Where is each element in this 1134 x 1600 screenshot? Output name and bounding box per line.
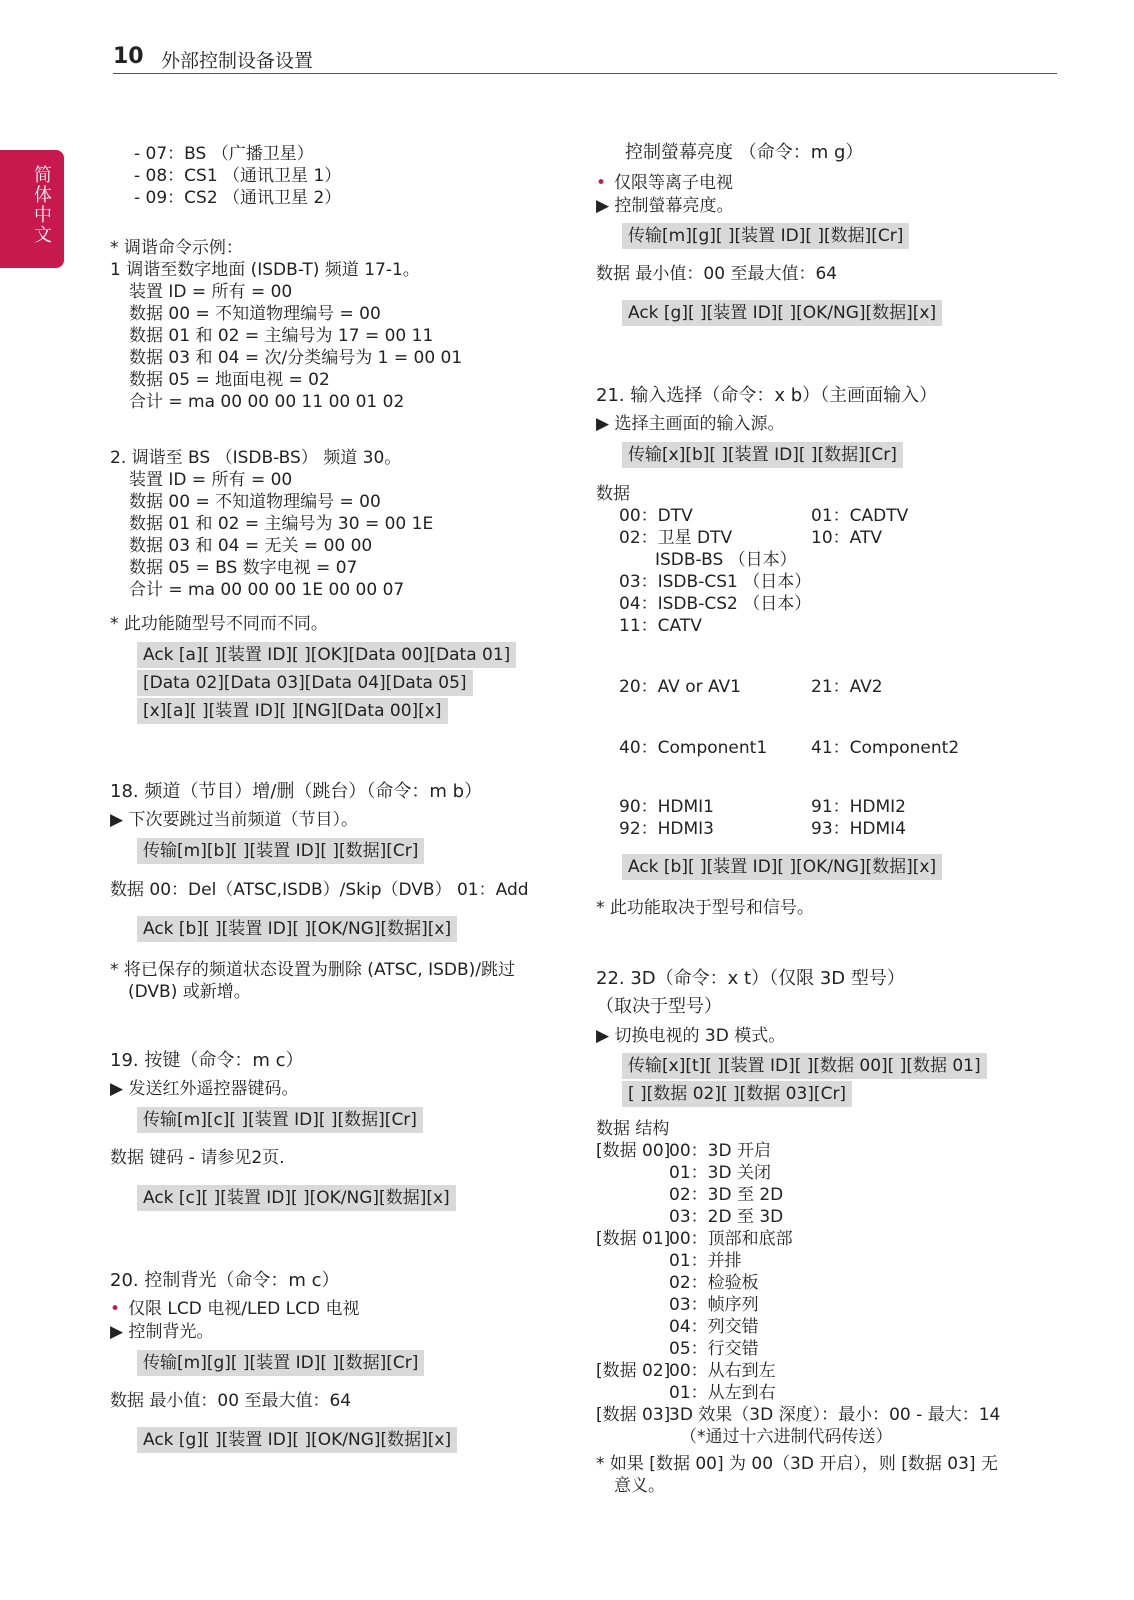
section-title: 控制螢幕亮度 （命令：m g）: [625, 142, 864, 163]
example1-line: 数据 00 = 不知道物理编号 = 00: [129, 304, 381, 324]
section-title-sub: （取决于型号）: [596, 996, 722, 1017]
data-field-label: [数据 03]: [596, 1405, 671, 1425]
data-line: 数据 00：Del（ATSC,ISDB）/Skip（DVB） 01：Add: [110, 880, 529, 900]
input-option: 41：Component2: [811, 738, 960, 758]
ack-code: Ack [a][ ][装置 ID][ ][OK][Data 00][Data 01]: [137, 642, 516, 668]
input-option: 20：AV or AV1: [619, 677, 741, 697]
data-option: 02：检验板: [669, 1273, 759, 1293]
data-option-note: （*通过十六进制代码传送）: [680, 1427, 893, 1447]
ack-code: Ack [c][ ][装置 ID][ ][OK/NG][数据][x]: [137, 1185, 456, 1211]
data-option: 01：并排: [669, 1251, 742, 1271]
data-option: 00：从右到左: [669, 1361, 776, 1381]
bs-line: - 09：CS2 （通讯卫星 2）: [134, 188, 342, 208]
example2-title: 2. 调谐至 BS （ISDB-BS） 频道 30。: [110, 448, 402, 468]
data-field-label: [数据 00]: [596, 1141, 671, 1161]
data-option: 00：3D 开启: [669, 1141, 771, 1161]
ack-code: Ack [b][ ][装置 ID][ ][OK/NG][数据][x]: [137, 916, 457, 942]
transmit-code: 传输[m][c][ ][装置 ID][ ][数据][Cr]: [137, 1107, 423, 1133]
input-option: 10：ATV: [811, 528, 882, 548]
transmit-code: 传输[m][b][ ][装置 ID][ ][数据][Cr]: [137, 838, 424, 864]
section-desc: ▶ 下次要跳过当前频道（节目）。: [110, 810, 358, 830]
data-label: 数据: [596, 484, 630, 504]
input-option: 02：卫星 DTV: [619, 528, 733, 548]
ack-code: Ack [g][ ][装置 ID][ ][OK/NG][数据][x]: [622, 300, 942, 326]
section-title: 18. 频道（节目）增/删（跳台）（命令：m b）: [110, 781, 483, 802]
data-option: 02：3D 至 2D: [669, 1185, 784, 1205]
example1-line: 装置 ID = 所有 = 00: [129, 282, 293, 302]
input-option: ISDB-BS （日本）: [655, 550, 797, 570]
example2-line: 数据 05 = BS 数字电视 = 07: [129, 558, 358, 578]
transmit-code: 传输[x][b][ ][装置 ID][ ][数据][Cr]: [622, 442, 903, 468]
bs-line: - 07：BS （广播卫星）: [134, 144, 314, 164]
section-only: 仅限等离子电视: [614, 173, 733, 193]
section-title: 21. 输入选择（命令：x b）（主画面输入）: [596, 385, 938, 406]
data-field-label: [数据 02]: [596, 1361, 671, 1381]
example1-line: 数据 01 和 02 = 主编号为 17 = 00 11: [129, 326, 434, 346]
note: (DVB) 或新增。: [128, 982, 251, 1002]
transmit-code: 传输[m][g][ ][装置 ID][ ][数据][Cr]: [137, 1350, 424, 1376]
section-desc: ▶ 控制背光。: [110, 1322, 214, 1342]
input-option: 04：ISDB-CS2 （日本）: [619, 594, 812, 614]
input-option: 92：HDMI3: [619, 819, 715, 839]
example2-line: 数据 01 和 02 = 主编号为 30 = 00 1E: [129, 514, 434, 534]
section-title: 20. 控制背光（命令：m c）: [110, 1270, 340, 1291]
bullet: •: [110, 1299, 121, 1319]
input-option: 00：DTV: [619, 506, 693, 526]
page-number: 10: [113, 44, 144, 69]
example-title: * 调谐命令示例：: [110, 238, 243, 258]
example2-line: 装置 ID = 所有 = 00: [129, 470, 293, 490]
ack-code: Ack [g][ ][装置 ID][ ][OK/NG][数据][x]: [137, 1427, 457, 1453]
data-label: 数据 结构: [596, 1119, 670, 1139]
note: * 此功能随型号不同而不同。: [110, 614, 328, 634]
header-divider: [113, 73, 1057, 74]
note: * 如果 [数据 00] 为 00（3D 开启），则 [数据 03] 无: [596, 1454, 998, 1474]
data-option: 01：从左到右: [669, 1383, 776, 1403]
data-line: 数据 最小值：00 至最大值：64: [110, 1391, 352, 1411]
example1-line: 数据 03 和 04 = 次/分类编号为 1 = 00 01: [129, 348, 463, 368]
data-option: 04：列交错: [669, 1317, 759, 1337]
example2-line: 数据 00 = 不知道物理编号 = 00: [129, 492, 381, 512]
input-option: 21：AV2: [811, 677, 883, 697]
note: * 此功能取决于型号和信号。: [596, 898, 814, 918]
section-title: 22. 3D（命令：x t）（仅限 3D 型号）: [596, 968, 905, 989]
data-option: 00：顶部和底部: [669, 1229, 793, 1249]
bs-line: - 08：CS1 （通讯卫星 1）: [134, 166, 342, 186]
section-only: 仅限 LCD 电视/LED LCD 电视: [128, 1299, 360, 1319]
transmit-code: 传输[x][t][ ][装置 ID][ ][数据 00][ ][数据 01]: [622, 1053, 987, 1079]
input-option: 01：CADTV: [811, 506, 909, 526]
input-option: 90：HDMI1: [619, 797, 715, 817]
language-tab-label: 简体中文: [31, 165, 52, 245]
example2-line: 数据 03 和 04 = 无关 = 00 00: [129, 536, 373, 556]
note: 意义。: [614, 1476, 665, 1496]
example1-line: 合计 = ma 00 00 00 11 00 01 02: [129, 392, 405, 412]
section-desc: ▶ 控制螢幕亮度。: [596, 196, 734, 216]
ack-code: [x][a][ ][装置 ID][ ][NG][Data 00][x]: [137, 698, 448, 724]
input-option: 03：ISDB-CS1 （日本）: [619, 572, 812, 592]
data-option: 3D 效果（3D 深度）：最小：00 - 最大：14: [669, 1405, 1001, 1425]
example1-line: 数据 05 = 地面电视 = 02: [129, 370, 330, 390]
input-option: 93：HDMI4: [811, 819, 907, 839]
data-field-label: [数据 01]: [596, 1229, 671, 1249]
input-option: 91：HDMI2: [811, 797, 907, 817]
page-title: 外部控制设备设置: [161, 50, 314, 72]
example2-line: 合计 = ma 00 00 00 1E 00 00 07: [129, 580, 405, 600]
data-option: 05：行交错: [669, 1339, 759, 1359]
note: * 将已保存的频道状态设置为删除 (ATSC, ISDB)/跳过: [110, 960, 516, 980]
transmit-code: [ ][数据 02][ ][数据 03][Cr]: [622, 1081, 852, 1107]
data-option: 03：2D 至 3D: [669, 1207, 784, 1227]
data-line: 数据 最小值：00 至最大值：64: [596, 264, 838, 284]
section-desc: ▶ 发送红外遥控器键码。: [110, 1079, 299, 1099]
section-desc: ▶ 选择主画面的输入源。: [596, 414, 785, 434]
section-desc: ▶ 切换电视的 3D 模式。: [596, 1026, 786, 1046]
input-option: 40：Component1: [619, 738, 768, 758]
input-option: 11：CATV: [619, 616, 702, 636]
bullet: •: [596, 173, 607, 193]
ack-code: Ack [b][ ][装置 ID][ ][OK/NG][数据][x]: [622, 854, 942, 880]
transmit-code: 传输[m][g][ ][装置 ID][ ][数据][Cr]: [622, 223, 909, 249]
data-option: 01：3D 关闭: [669, 1163, 771, 1183]
ack-code: [Data 02][Data 03][Data 04][Data 05]: [137, 670, 473, 696]
data-option: 03：帧序列: [669, 1295, 759, 1315]
example1-title: 1 调谐至数字地面 (ISDB-T) 频道 17-1。: [110, 260, 420, 280]
section-title: 19. 按键（命令：m c）: [110, 1050, 304, 1071]
data-line: 数据 键码 - 请参见2页.: [110, 1148, 285, 1168]
